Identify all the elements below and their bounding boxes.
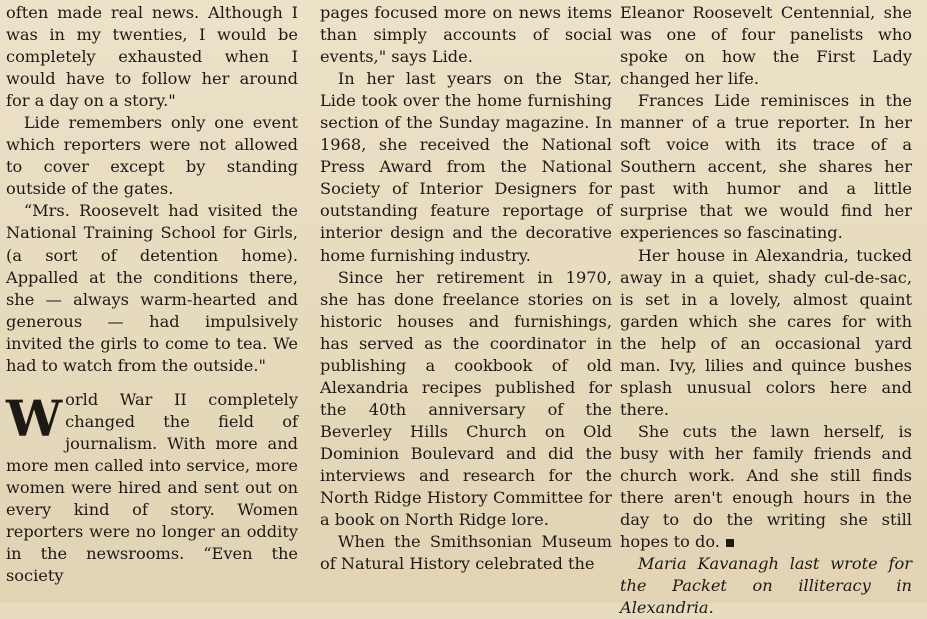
paragraph: Eleanor Roosevelt Centennial, she was one of four panelists who spoke on how the First Lady changed her life. — [620, 3, 912, 89]
section-gap — [6, 377, 298, 389]
paragraph: Since her retirement in 1970, she has done freelance stories on historic houses and furnishings, has served as the coordinator in publishing a cookbook of old Alexandria recipes published for the 40th anniversary of the Beverley Hills Church on Old Dominion Boulevard and did the interviews and research for the North Ridge History Committee for a book on North Ridge lore. — [320, 267, 612, 530]
paragraph: often made real news. Although I was in my twenties, I would be completely exhausted when I would have to follow her around for a day on a story." — [6, 3, 298, 111]
final-paragraph — [620, 421, 912, 553]
end-mark-icon — [726, 539, 734, 547]
paragraph: pages focused more on news items than simply accounts of social events," says Lide. — [320, 3, 612, 67]
column-2 — [320, 2, 612, 575]
dropcap-paragraph-text: orld War II completely changed the field of journalism. With more and more men called into service, more women were hired and sent out on every kind of story. Women reporters were no longer an oddity in the newsrooms. “Even the society — [6, 389, 298, 586]
paragraph: Her house in Alexandria, tucked away in a quiet, shady cul-de-sac, is set in a lovely, almost quaint garden which she cares for with the help of an occasional yard man. Ivy, lilies and quince bushes splash unusual colors here and there. — [620, 245, 912, 419]
final-paragraph-text: She cuts the lawn herself, is busy with her family friends and church work. And she still finds there aren't enough hours in the day to do the writing she still hopes to do. — [620, 421, 912, 552]
paragraph: Frances Lide reminisces in the manner of a true reporter. In her soft voice with its trace of a Southern accent, she shares her past with humor and a little surprise that we would find her experiences so fascinating. — [620, 91, 912, 243]
drop-cap: W — [6, 388, 63, 448]
paragraph: “Mrs. Roosevelt had visited the National Training School for Girls, (a sort of detention home). Appalled at the conditions there, she — always warm-hearted and generous — had impulsively invited the girls to come to tea. We had to watch from the outside." — [6, 201, 298, 375]
column-1 — [6, 2, 298, 587]
paragraph: In her last years on the Star, Lide took over the home furnishing section of the Sunday magazine. In 1968, she received the National Press Award from the National Society of Interior Designers for outstanding feature reportage of interior design and the decorative home furnishing industry. — [320, 69, 612, 265]
dropcap-paragraph — [6, 389, 298, 587]
column-3 — [620, 2, 912, 619]
paragraph: Lide remembers only one event which reporters were not allowed to cover except by standing outside of the gates. — [6, 113, 298, 199]
author-credit: Maria Kavanagh last wrote for the Packet on illiteracy in Alexandria. — [620, 554, 912, 618]
paragraph: When the Smithsonian Museum of Natural History celebrated the — [320, 532, 612, 574]
